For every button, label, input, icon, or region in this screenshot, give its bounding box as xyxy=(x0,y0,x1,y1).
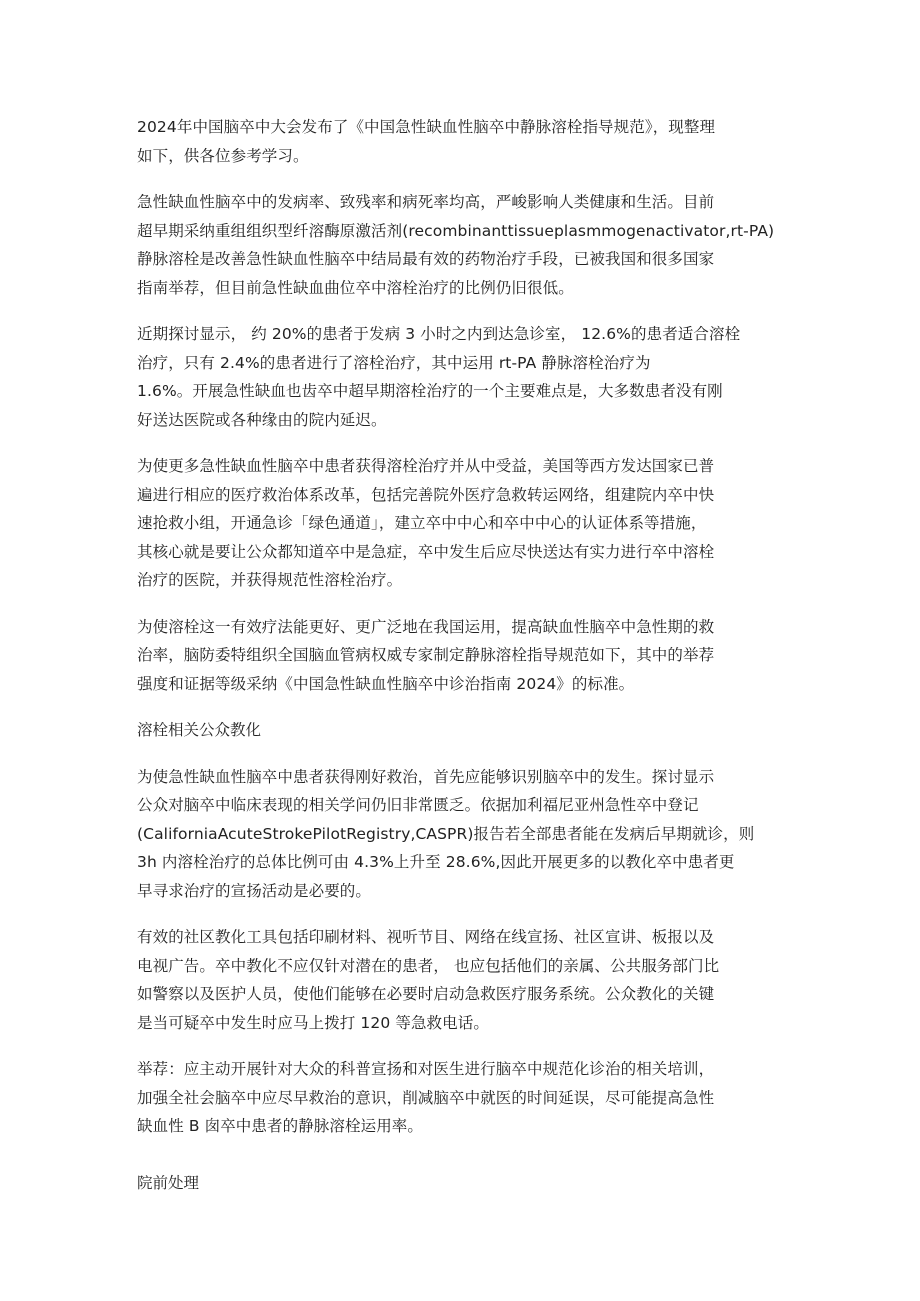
section-heading-public-education: 溶栓相关公众教化 xyxy=(137,721,262,739)
paragraph-guideline-purpose xyxy=(137,613,782,699)
text-line: 举荐：应主动开展针对大众的科普宣扬和对医生进行脑卒中规范化诊治的相关培训， xyxy=(137,1060,715,1078)
text-line: 指南举荐，但目前急性缺血曲位卒中溶栓治疗的比例仍旧很低。 xyxy=(137,278,574,297)
text-line: 强度和证据等级采纳《中国急性缺血性脑卒中诊治指南 2024》的标准。 xyxy=(137,674,635,693)
text-line: 电视广告。卒中教化不应仅针对潜在的患者， 也应包括他们的亲属、公共服务部门比 xyxy=(137,956,720,975)
text-line: 如警察以及医护人员，使他们能够在必要时启动急救医疗服务系统。公众教化的关键 xyxy=(137,985,715,1003)
text-line: 公众对脑卒中临床表现的相关学问仍旧非常匮乏。依据加利福尼亚州急性卒中登记 xyxy=(137,796,699,814)
text-line: 急性缺血性脑卒中的发病率、致残率和病死率均高，严峻影响人类健康和生活。目前 xyxy=(137,193,715,211)
text-line: 速抢救小组，开通急诊「绿色通道」，建立卒中中心和卒中中心的认证体系等措施， xyxy=(137,514,707,532)
text-line: 好送达医院或各种缘由的院内延迟。 xyxy=(137,410,387,429)
document-body xyxy=(137,113,782,1215)
text-line: 其核心就是要让公众都知道卒中是急症，卒中发生后应尽快送达有实力进行卒中溶栓 xyxy=(137,542,715,561)
text-line: 超早期采纳重组组织型纤溶酶原激活剂(recombinanttissueplasmmogenactivator,rt-PA) xyxy=(137,221,775,240)
text-line: 有效的社区教化工具包括印刷材料、视听节目、网络在线宣扬、社区宣讲、板报以及 xyxy=(137,928,715,946)
text-line: 为使急性缺血性脑卒中患者获得刚好救治，首先应能够识别脑卒中的发生。探讨显示 xyxy=(137,767,715,786)
paragraph-system-reform xyxy=(137,452,782,595)
text-line: 3h 内溶栓治疗的总体比例可由 4.3%上升至 28.6%,因此开展更多的以教化卒中患者更 xyxy=(137,853,735,871)
paragraph-community-tools xyxy=(137,923,782,1037)
paragraph-background xyxy=(137,188,782,302)
text-line: 治率，脑防委特组织全国脑血管病权威专家制定静脉溶栓指导规范如下，其中的举荐 xyxy=(137,646,715,664)
paragraph-recommendation xyxy=(137,1055,782,1141)
text-line: 治疗，只有 2.4%的患者进行了溶栓治疗，其中运用 rt-PA 静脉溶栓治疗为 xyxy=(137,353,651,372)
text-line: 是当可疑卒中发生时应马上拨打 120 等急救电话。 xyxy=(137,1013,489,1032)
text-line: 早寻求治疗的宣扬活动是必要的。 xyxy=(137,881,372,900)
paragraph-intro xyxy=(137,113,782,170)
text-line: 1.6%。开展急性缺血也齿卒中超早期溶栓治疗的一个主要难点是，大多数患者没有刚 xyxy=(137,382,723,400)
text-line: 静脉溶栓是改善急性缺血性脑卒中结局最有效的药物治疗手段，已被我国和很多国家 xyxy=(137,250,715,268)
paragraph-recent-research xyxy=(137,320,782,434)
text-line: 治疗的医院，并获得规范性溶栓治疗。 xyxy=(137,571,403,589)
text-line: 近期探讨显示， 约 20%的患者于发病 3 小时之内到达急诊室， 12.6%的患者适合溶栓 xyxy=(137,325,741,343)
text-line: 如下，供各位参考学习。 xyxy=(137,146,309,165)
text-line: 2024年中国脑卒中大会发布了《中国急性缺血性脑卒中静脉溶栓指导规范》，现整理 xyxy=(137,118,716,136)
text-line: 加强全社会脑卒中应尽早救治的意识，削减脑卒中就医的时间延误，尽可能提高急性 xyxy=(137,1088,715,1107)
text-line: 缺血性 B 囱卒中患者的静脉溶栓运用率。 xyxy=(137,1117,423,1135)
paragraph-caspr xyxy=(137,763,782,906)
text-line: 遍进行相应的医疗救治体系改革，包括完善院外医疗急救转运网络，组建院内卒中快 xyxy=(137,485,715,504)
text-line: 为使溶栓这一有效疗法能更好、更广泛地在我国运用，提高缺血性脑卒中急性期的救 xyxy=(137,617,715,636)
text-line: 为使更多急性缺血性脑卒中患者获得溶栓治疗并从中受益，美国等西方发达国家已普 xyxy=(137,457,715,475)
text-line: (CaliforniaAcuteStrokePilotRegistry,CASPR)报告若全部患者能在发病后早期就诊，则 xyxy=(137,824,755,843)
section-heading-prehospital: 院前处理 xyxy=(137,1173,200,1192)
